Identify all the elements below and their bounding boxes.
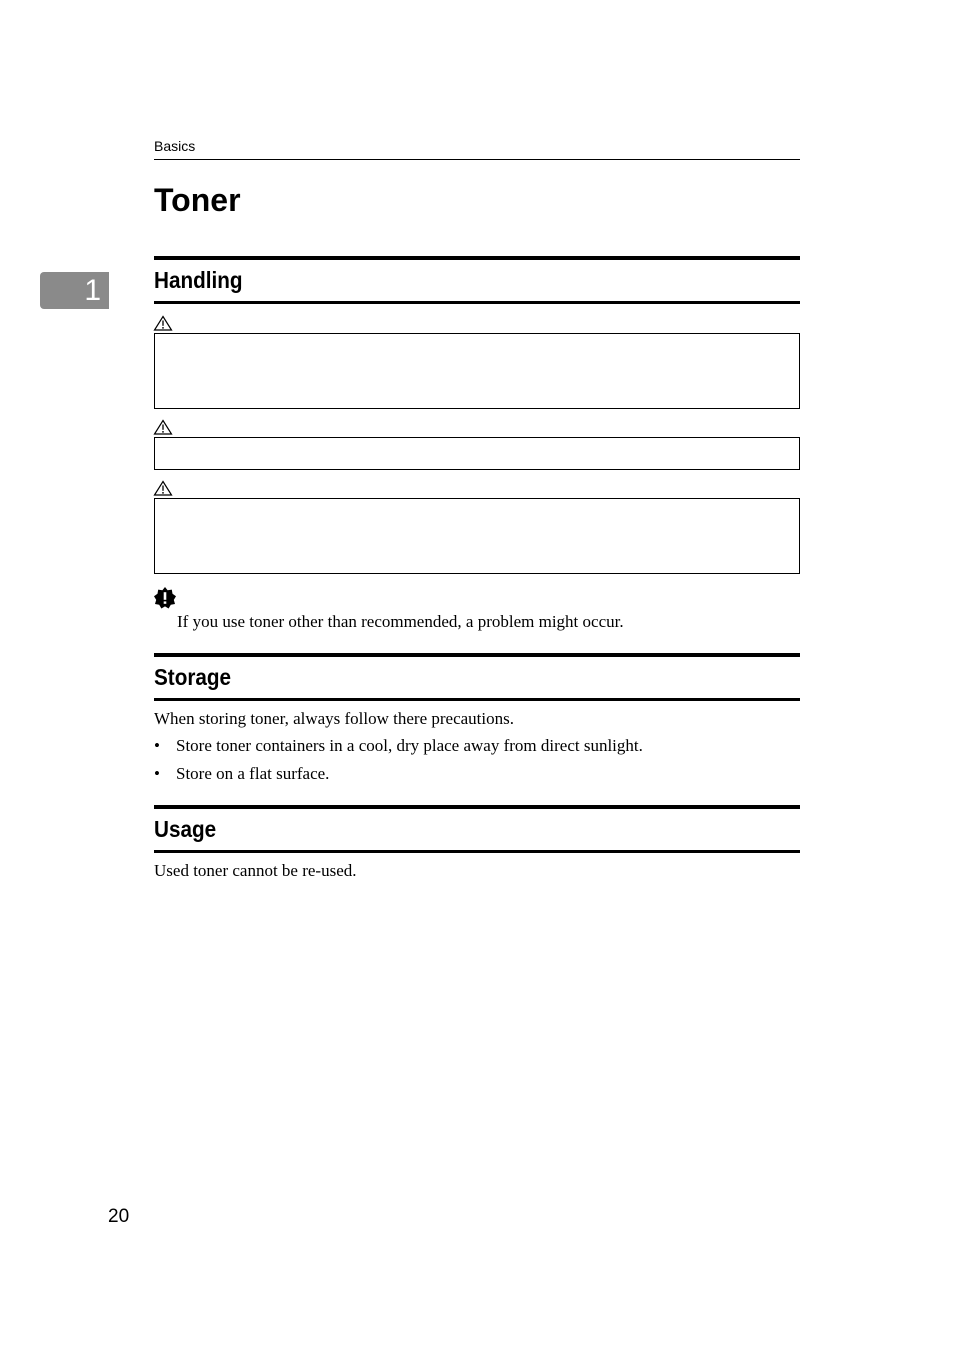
list-item: Store on a flat surface. bbox=[176, 764, 330, 783]
storage-top-rule bbox=[154, 653, 800, 657]
bullet-icon: • bbox=[154, 736, 160, 755]
storage-intro: When storing toner, always follow there precautions. bbox=[154, 709, 514, 728]
page-title: Toner bbox=[154, 182, 241, 218]
chapter-number: 1 bbox=[84, 274, 101, 307]
usage-top-rule bbox=[154, 805, 800, 809]
chapter-tab bbox=[40, 272, 109, 309]
usage-heading: Usage bbox=[154, 816, 217, 842]
warning-triangle-icon bbox=[153, 480, 173, 496]
bullet-icon: • bbox=[154, 764, 160, 783]
running-head: Basics bbox=[154, 138, 196, 154]
warning-box bbox=[154, 498, 800, 574]
warning-box bbox=[154, 437, 800, 470]
important-note: If you use toner other than recommended, a problem might occur. bbox=[177, 612, 624, 631]
page-number: 20 bbox=[108, 1206, 130, 1227]
storage-bottom-rule bbox=[154, 698, 800, 701]
important-seal-icon bbox=[153, 586, 177, 610]
usage-text: Used toner cannot be re-used. bbox=[154, 861, 357, 880]
warning-triangle-icon bbox=[153, 315, 173, 331]
storage-heading: Storage bbox=[154, 664, 232, 690]
handling-bottom-rule bbox=[154, 301, 800, 304]
header-rule bbox=[154, 159, 800, 160]
warning-triangle-icon bbox=[153, 419, 173, 435]
list-item: Store toner containers in a cool, dry place away from direct sunlight. bbox=[176, 736, 643, 755]
warning-box bbox=[154, 333, 800, 409]
handling-heading: Handling bbox=[154, 267, 243, 293]
usage-bottom-rule bbox=[154, 850, 800, 853]
handling-top-rule bbox=[154, 256, 800, 260]
